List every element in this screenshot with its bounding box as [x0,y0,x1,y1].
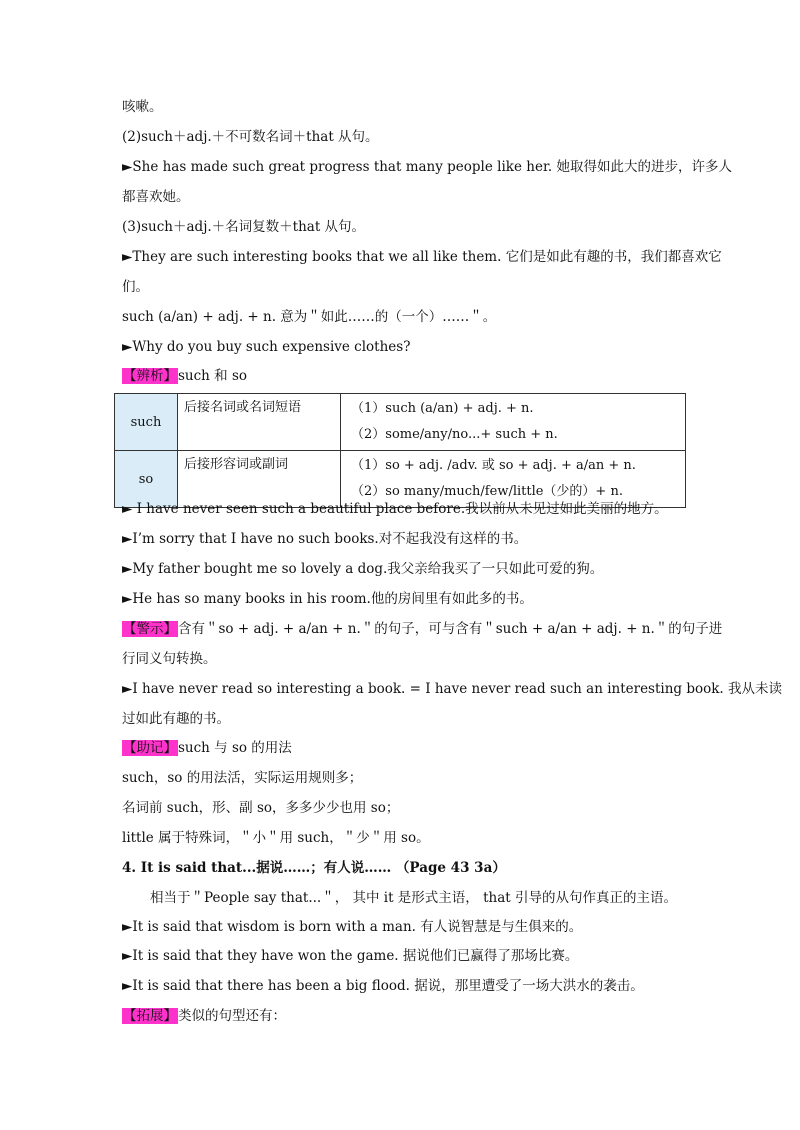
table-cell-pattern [341,394,686,451]
table-cell-word: such [115,394,178,451]
text-line: ►I have never read so interesting a book. = I have never read such an interesting book. 我从未读 [122,681,783,697]
text-line [122,366,247,386]
label-tag: 【辨析】 [123,368,177,384]
section-heading: 4. It is said that...据说……；有人说…… （Page 43 3a） [122,860,506,876]
text-line: such，so 的用法活，实际运用规则多； [122,770,363,786]
text-line: (2)such＋adj.＋不可数名词＋that 从句。 [122,129,379,145]
pattern-line: （1）such (a/an) + adj. + n. [351,401,534,416]
table-row [115,394,686,451]
text-line: 们。 [122,279,149,295]
text-line: ► I have never seen such a beautiful place before.我以前从未见过如此美丽的地方。 [122,501,668,517]
tag-text: such 与 so 的用法 [178,740,292,756]
text-line: little 属于特殊词，＂小＂用 such，＂少＂用 so。 [122,830,430,846]
text-line: ►It is said that there has been a big flood. 据说，那里遭受了一场大洪水的袭击。 [122,978,644,994]
text-line: (3)such＋adj.＋名词复数＋that 从句。 [122,219,366,235]
tag-text: 含有＂so + adj. + a/an + n.＂的句子，可与含有＂such + a/an + adj. + n.＂的句子进 [178,621,723,637]
text-line: ►Why do you buy such expensive clothes? [122,339,411,355]
label-tag: 【助记】 [123,740,177,756]
comparison-table [114,393,686,508]
pattern-line: （1）so + adj. /adv. 或 so + adj. + a/an + n. [351,458,636,473]
label-tag: 【警示】 [123,621,177,637]
tag-text: such 和 so [178,368,248,384]
text-line: ►They are such interesting books that we all like them. 它们是如此有趣的书，我们都喜欢它 [122,249,722,265]
text-line: ►It is said that they have won the game. 据说他们已赢得了那场比赛。 [122,948,579,964]
tag-text: 类似的句型还有： [178,1008,286,1024]
text-line: ►She has made such great progress that many people like her. 她取得如此大的进步，许多人 [122,159,732,175]
text-line: 行同义句转换。 [122,651,217,667]
text-line: ►My father bought me so lovely a dog.我父亲给我买了一只如此可爱的狗。 [122,561,604,577]
text-line: ►It is said that wisdom is born with a man. 有人说智慧是与生俱来的。 [122,919,583,935]
text-line: 咳嗽。 [122,99,163,115]
text-line [122,619,722,639]
text-line: 都喜欢她。 [122,189,190,205]
label-tag: 【拓展】 [123,1008,177,1024]
table-cell-desc: 后接名词或名词短语 [178,394,341,451]
pattern-line: （2）some/any/no...+ such + n. [351,427,558,442]
text-line: such (a/an) + adj. + n. 意为＂如此……的（一个）……＂。 [122,309,497,325]
pattern-line: （2）so many/much/few/little（少的）+ n. [351,484,623,499]
text-line: ►I’m sorry that I have no such books.对不起我没有这样的书。 [122,531,528,547]
text-line [122,738,292,758]
table-cell-desc: 后接形容词或副词 [178,451,341,508]
text-line: ►He has so many books in his room.他的房间里有如此多的书。 [122,591,533,607]
text-line: 名词前 such，形、副 so，多多少少也用 so； [122,800,400,816]
text-line: 过如此有趣的书。 [122,711,230,727]
text-line [122,1006,286,1026]
text-line: 相当于＂People say that...＂， 其中 it 是形式主语， that 引导的从句作真正的主语。 [150,890,677,906]
table-cell-word: so [115,451,178,508]
